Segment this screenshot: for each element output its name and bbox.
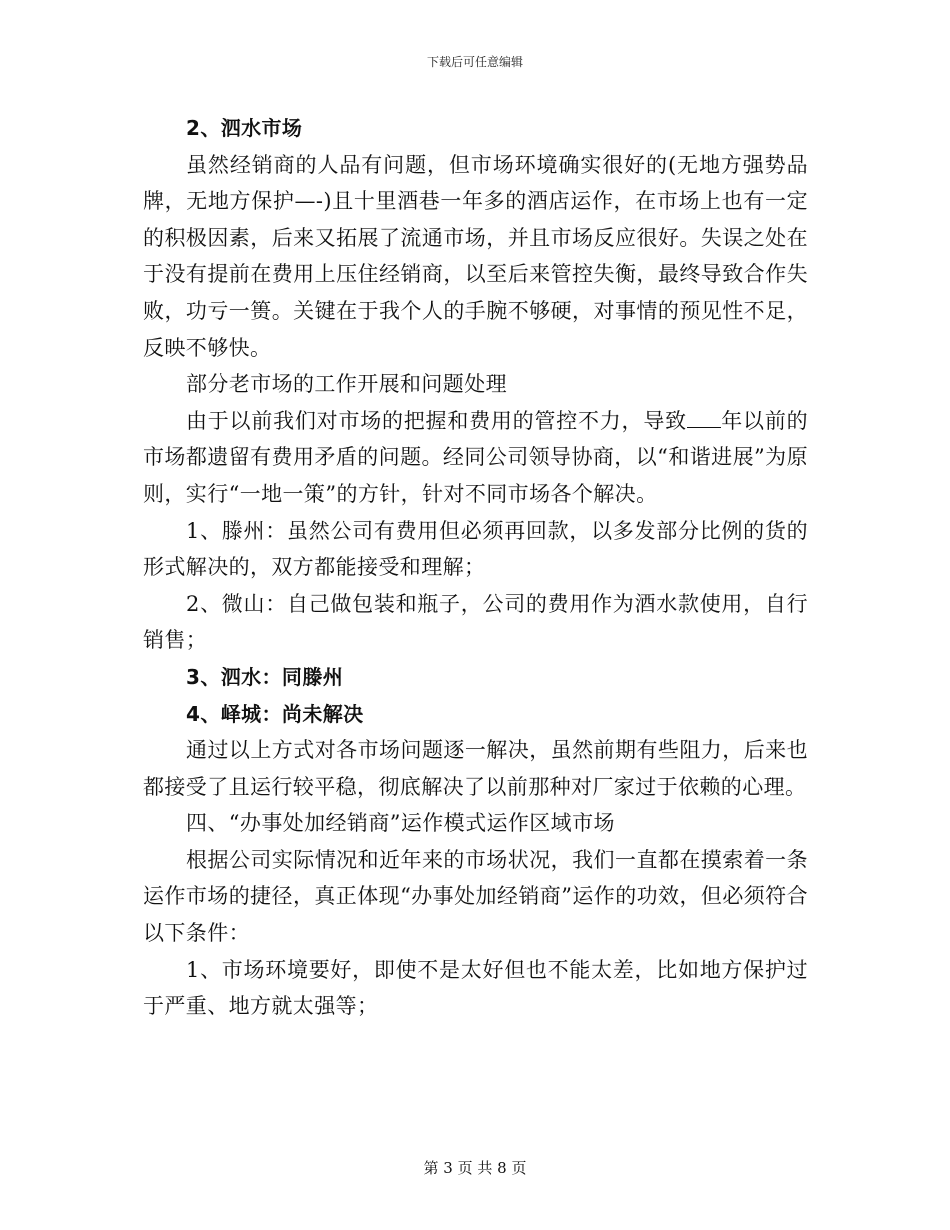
section-heading-four: 四、“办事处加经销商”运作模式运作区域市场	[186, 811, 615, 836]
paragraph-resolution: 通过以上方式对各市场问题逐一解决，虽然前期有些阻力，后来也都接受了且运行较平稳，彻底解决了以前那种对厂家过于依赖的心理。	[143, 738, 808, 799]
list-item-condition-1: 1、市场环境要好，即使不是太好但也不能太差，比如地方保护过于严重、地方就太强等；	[143, 957, 808, 1019]
page-header-note: 下载后可任意编辑	[426, 55, 523, 69]
subheading-old-markets: 部分老市场的工作开展和问题处理	[186, 372, 507, 397]
list-item-weishan: 2、微山：自己做包装和瓶子，公司的费用作为酒水款使用，自行销售；	[143, 591, 808, 653]
paragraph-sishui-analysis: 虽然经销商的人品有问题，但市场环境确实很好的(无地方强势品牌，无地方保护—-)且十里酒巷一年多的酒店运作，在市场上也有一定的积极因素，后来又拓展了流通市场，并且市场反应很好。失误之处在于没有提前在费用上压住经销商，以至后来管控失衡，最终导致合作失败，功亏一篑。关键在于我个人的手腕不够硬，对事情的预见性不足，反映不够快。	[143, 152, 808, 360]
paragraph-text-after-blank: 年以前的市场都遗留有费用矛盾的问题。经同公司领导协商，以“和谐进展”为原则，实行“一地一策”的方针，针对不同市场各个解决。	[143, 408, 808, 506]
page-number-footer: 第 3 页 共 8 页	[423, 1159, 527, 1177]
document-body	[143, 110, 808, 1025]
list-item-sishui: 3、泗水：同滕州	[186, 664, 344, 689]
list-item-tengzhou: 1、滕州：虽然公司有费用但必须再回款，以多发部分比例的货的形式解决的，双方都能接受和理解；	[143, 518, 808, 580]
paragraph-conditions-intro: 根据公司实际情况和近年来的市场状况，我们一直都在摸索着一条运作市场的捷径，真正体现“办事处加经销商”运作的功效，但必须符合以下条件：	[143, 847, 808, 946]
section-heading-sishui: 2、泗水市场	[186, 116, 303, 140]
year-blank-line	[687, 409, 721, 428]
list-item-yicheng: 4、峄城：尚未解决	[186, 701, 364, 726]
paragraph-text-before-blank: 由于以前我们对市场的把握和费用的管控不力，导致	[186, 408, 687, 433]
paragraph-old-markets	[143, 403, 808, 513]
